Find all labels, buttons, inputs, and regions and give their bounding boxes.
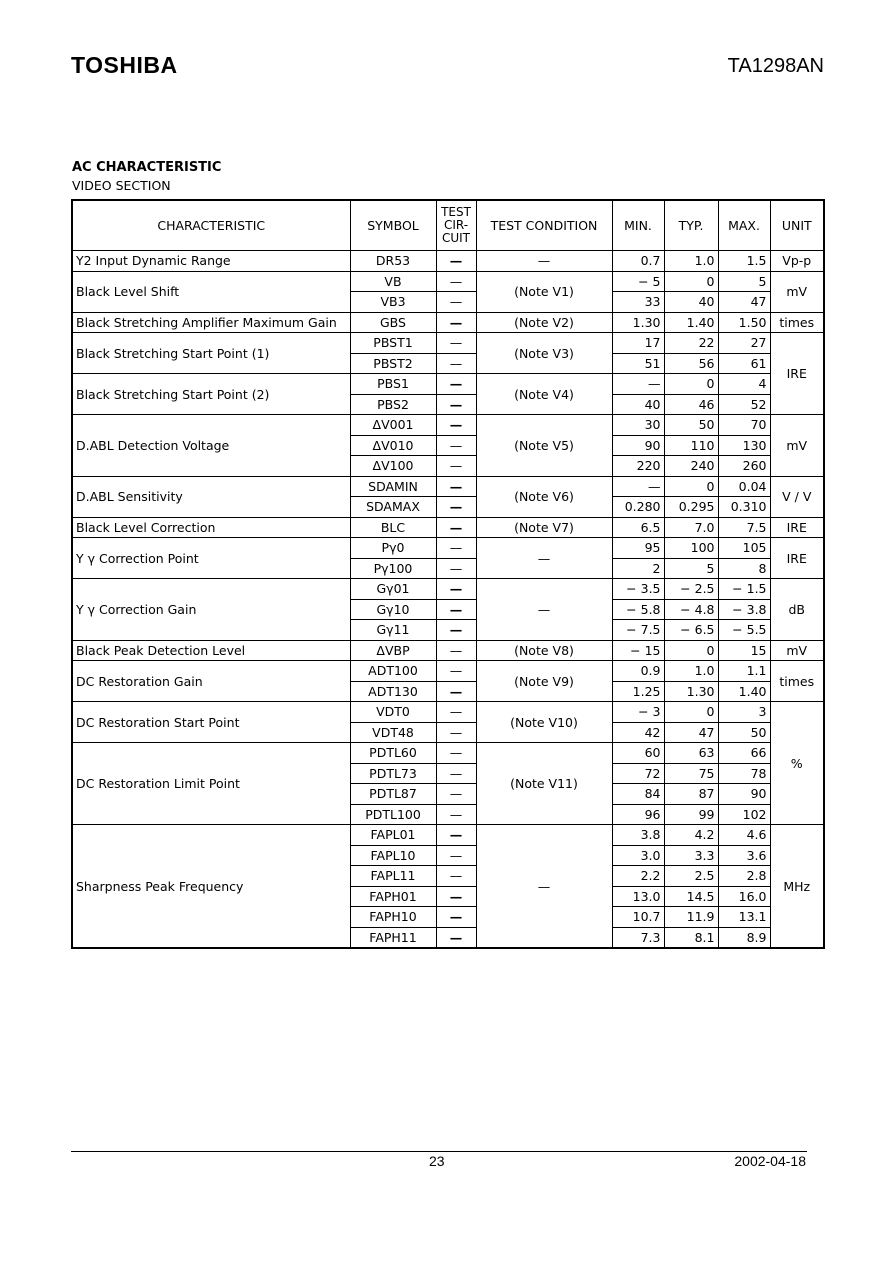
test-circuit-cell: — xyxy=(436,374,476,395)
unit-cell: mV xyxy=(770,640,824,661)
max-value-cell: 4.6 xyxy=(718,825,770,846)
typ-value-cell: 1.30 xyxy=(664,681,718,702)
max-value-cell: 260 xyxy=(718,456,770,477)
symbol-cell: ΔV100 xyxy=(350,456,436,477)
section-subtitle: VIDEO SECTION xyxy=(72,178,171,193)
symbol-cell: Gγ10 xyxy=(350,599,436,620)
min-value-cell: 6.5 xyxy=(612,517,664,538)
typ-value-cell: 0 xyxy=(664,476,718,497)
unit-cell: Vp-p xyxy=(770,251,824,272)
ac-characteristic-table xyxy=(71,199,825,949)
max-value-cell: 16.0 xyxy=(718,886,770,907)
typ-value-cell: 0 xyxy=(664,374,718,395)
test-circuit-cell: — xyxy=(436,681,476,702)
unit-cell: IRE xyxy=(770,517,824,538)
test-circuit-cell: — xyxy=(436,517,476,538)
test-circuit-cell: — xyxy=(436,825,476,846)
min-value-cell: − 3.5 xyxy=(612,579,664,600)
typ-value-cell: 11.9 xyxy=(664,907,718,928)
test-circuit-cell: — xyxy=(436,661,476,682)
characteristic-cell: D.ABL Detection Voltage xyxy=(72,415,350,477)
typ-value-cell: − 4.8 xyxy=(664,599,718,620)
symbol-cell: VB xyxy=(350,271,436,292)
min-value-cell: 3.0 xyxy=(612,845,664,866)
test-circuit-cell: — xyxy=(436,497,476,518)
max-value-cell: 70 xyxy=(718,415,770,436)
min-value-cell: 40 xyxy=(612,394,664,415)
table-row xyxy=(72,640,824,661)
table-row xyxy=(72,579,824,600)
header-min: MIN. xyxy=(612,200,664,251)
unit-cell: % xyxy=(770,702,824,825)
table-row xyxy=(72,825,824,846)
min-value-cell: 84 xyxy=(612,784,664,805)
max-value-cell: 102 xyxy=(718,804,770,825)
symbol-cell: ΔVBP xyxy=(350,640,436,661)
unit-cell: IRE xyxy=(770,538,824,579)
symbol-cell: VDT0 xyxy=(350,702,436,723)
min-value-cell: − 15 xyxy=(612,640,664,661)
min-value-cell: − 5 xyxy=(612,271,664,292)
test-circuit-cell: — xyxy=(436,722,476,743)
test-condition-cell: (Note V11) xyxy=(476,743,612,825)
test-circuit-cell: — xyxy=(436,620,476,641)
min-value-cell: 10.7 xyxy=(612,907,664,928)
unit-cell: mV xyxy=(770,271,824,312)
typ-value-cell: − 2.5 xyxy=(664,579,718,600)
symbol-cell: ΔV010 xyxy=(350,435,436,456)
min-value-cell: − 7.5 xyxy=(612,620,664,641)
characteristic-cell: Black Peak Detection Level xyxy=(72,640,350,661)
max-value-cell: 78 xyxy=(718,763,770,784)
min-value-cell: 90 xyxy=(612,435,664,456)
max-value-cell: − 5.5 xyxy=(718,620,770,641)
max-value-cell: 2.8 xyxy=(718,866,770,887)
header-typ: TYP. xyxy=(664,200,718,251)
max-value-cell: 61 xyxy=(718,353,770,374)
max-value-cell: 105 xyxy=(718,538,770,559)
table-row xyxy=(72,476,824,497)
header-test-condition: TEST CONDITION xyxy=(476,200,612,251)
typ-value-cell: 0 xyxy=(664,271,718,292)
test-circuit-cell: — xyxy=(436,538,476,559)
test-circuit-cell: — xyxy=(436,353,476,374)
test-circuit-cell: — xyxy=(436,312,476,333)
symbol-cell: PBS1 xyxy=(350,374,436,395)
test-condition-cell: — xyxy=(476,579,612,641)
symbol-cell: VDT48 xyxy=(350,722,436,743)
test-circuit-cell: — xyxy=(436,435,476,456)
min-value-cell: 220 xyxy=(612,456,664,477)
typ-value-cell: 14.5 xyxy=(664,886,718,907)
brand-logo: TOSHIBA xyxy=(71,52,178,78)
min-value-cell: 0.9 xyxy=(612,661,664,682)
test-condition-cell: (Note V9) xyxy=(476,661,612,702)
max-value-cell: 130 xyxy=(718,435,770,456)
header-unit: UNIT xyxy=(770,200,824,251)
symbol-cell: FAPH01 xyxy=(350,886,436,907)
max-value-cell: 15 xyxy=(718,640,770,661)
header-test-circuit: TEST CIR- CUIT xyxy=(436,200,476,251)
characteristic-cell: Black Stretching Start Point (1) xyxy=(72,333,350,374)
max-value-cell: 90 xyxy=(718,784,770,805)
test-circuit-cell: — xyxy=(436,804,476,825)
max-value-cell: 50 xyxy=(718,722,770,743)
typ-value-cell: 2.5 xyxy=(664,866,718,887)
characteristic-cell: Sharpness Peak Frequency xyxy=(72,825,350,949)
symbol-cell: BLC xyxy=(350,517,436,538)
unit-cell: MHz xyxy=(770,825,824,949)
min-value-cell: 2 xyxy=(612,558,664,579)
test-circuit-cell: — xyxy=(436,579,476,600)
unit-cell: times xyxy=(770,312,824,333)
min-value-cell: 72 xyxy=(612,763,664,784)
characteristic-cell: D.ABL Sensitivity xyxy=(72,476,350,517)
typ-value-cell: 99 xyxy=(664,804,718,825)
typ-value-cell: 1.40 xyxy=(664,312,718,333)
unit-cell: mV xyxy=(770,415,824,477)
min-value-cell: 42 xyxy=(612,722,664,743)
symbol-cell: ADT100 xyxy=(350,661,436,682)
characteristic-cell: Y γ Correction Point xyxy=(72,538,350,579)
test-circuit-cell: — xyxy=(436,907,476,928)
page-number: 23 xyxy=(429,1153,445,1169)
table-row xyxy=(72,251,824,272)
test-circuit-cell: — xyxy=(436,333,476,354)
test-circuit-cell: — xyxy=(436,886,476,907)
typ-value-cell: 3.3 xyxy=(664,845,718,866)
characteristic-cell: Y γ Correction Gain xyxy=(72,579,350,641)
typ-value-cell: 0.295 xyxy=(664,497,718,518)
test-circuit-cell: — xyxy=(436,702,476,723)
min-value-cell: 95 xyxy=(612,538,664,559)
min-value-cell: 7.3 xyxy=(612,927,664,948)
symbol-cell: FAPH10 xyxy=(350,907,436,928)
test-condition-cell: (Note V5) xyxy=(476,415,612,477)
unit-cell: V / V xyxy=(770,476,824,517)
test-condition-cell: (Note V7) xyxy=(476,517,612,538)
typ-value-cell: 240 xyxy=(664,456,718,477)
test-condition-cell: (Note V3) xyxy=(476,333,612,374)
typ-value-cell: 87 xyxy=(664,784,718,805)
symbol-cell: FAPL11 xyxy=(350,866,436,887)
test-circuit-cell: — xyxy=(436,394,476,415)
test-circuit-cell: — xyxy=(436,743,476,764)
min-value-cell: 17 xyxy=(612,333,664,354)
unit-cell: dB xyxy=(770,579,824,641)
typ-value-cell: 0 xyxy=(664,702,718,723)
min-value-cell: 60 xyxy=(612,743,664,764)
table-header-row xyxy=(72,200,824,251)
typ-value-cell: 110 xyxy=(664,435,718,456)
max-value-cell: 8.9 xyxy=(718,927,770,948)
test-circuit-cell: — xyxy=(436,763,476,784)
max-value-cell: 52 xyxy=(718,394,770,415)
test-circuit-cell: — xyxy=(436,476,476,497)
symbol-cell: PDTL100 xyxy=(350,804,436,825)
document-date: 2002-04-18 xyxy=(734,1153,806,1169)
max-value-cell: 7.5 xyxy=(718,517,770,538)
unit-cell: IRE xyxy=(770,333,824,415)
symbol-cell: SDAMAX xyxy=(350,497,436,518)
typ-value-cell: 0 xyxy=(664,640,718,661)
symbol-cell: Gγ11 xyxy=(350,620,436,641)
part-number: TA1298AN xyxy=(727,55,824,77)
test-circuit-cell: — xyxy=(436,927,476,948)
characteristic-cell: Black Stretching Amplifier Maximum Gain xyxy=(72,312,350,333)
max-value-cell: 0.310 xyxy=(718,497,770,518)
typ-value-cell: 63 xyxy=(664,743,718,764)
max-value-cell: − 1.5 xyxy=(718,579,770,600)
table-row xyxy=(72,415,824,436)
header-characteristic: CHARACTERISTIC xyxy=(72,200,350,251)
test-circuit-cell: — xyxy=(436,415,476,436)
test-condition-cell: (Note V1) xyxy=(476,271,612,312)
test-condition-cell: (Note V10) xyxy=(476,702,612,743)
max-value-cell: 66 xyxy=(718,743,770,764)
symbol-cell: ΔV001 xyxy=(350,415,436,436)
typ-value-cell: 56 xyxy=(664,353,718,374)
typ-value-cell: 1.0 xyxy=(664,251,718,272)
symbol-cell: PBS2 xyxy=(350,394,436,415)
symbol-cell: FAPH11 xyxy=(350,927,436,948)
typ-value-cell: 1.0 xyxy=(664,661,718,682)
test-condition-cell: (Note V6) xyxy=(476,476,612,517)
footer-rule xyxy=(71,1151,807,1152)
typ-value-cell: 40 xyxy=(664,292,718,313)
characteristic-cell: DC Restoration Limit Point xyxy=(72,743,350,825)
symbol-cell: Pγ100 xyxy=(350,558,436,579)
min-value-cell: 0.280 xyxy=(612,497,664,518)
characteristic-cell: Black Stretching Start Point (2) xyxy=(72,374,350,415)
unit-cell: times xyxy=(770,661,824,702)
test-condition-cell: (Note V2) xyxy=(476,312,612,333)
max-value-cell: 47 xyxy=(718,292,770,313)
min-value-cell: − 3 xyxy=(612,702,664,723)
test-circuit-cell: — xyxy=(436,456,476,477)
min-value-cell: 13.0 xyxy=(612,886,664,907)
table-row xyxy=(72,374,824,395)
test-circuit-cell: — xyxy=(436,558,476,579)
test-circuit-cell: — xyxy=(436,866,476,887)
typ-value-cell: 8.1 xyxy=(664,927,718,948)
symbol-cell: PDTL60 xyxy=(350,743,436,764)
test-circuit-cell: — xyxy=(436,784,476,805)
typ-value-cell: 46 xyxy=(664,394,718,415)
min-value-cell: 33 xyxy=(612,292,664,313)
min-value-cell: — xyxy=(612,476,664,497)
min-value-cell: 0.7 xyxy=(612,251,664,272)
min-value-cell: 3.8 xyxy=(612,825,664,846)
typ-value-cell: 22 xyxy=(664,333,718,354)
max-value-cell: − 3.8 xyxy=(718,599,770,620)
table-row xyxy=(72,333,824,354)
max-value-cell: 1.40 xyxy=(718,681,770,702)
max-value-cell: 8 xyxy=(718,558,770,579)
characteristic-cell: Black Level Correction xyxy=(72,517,350,538)
test-condition-cell: — xyxy=(476,251,612,272)
header-symbol: SYMBOL xyxy=(350,200,436,251)
characteristic-cell: Black Level Shift xyxy=(72,271,350,312)
min-value-cell: 51 xyxy=(612,353,664,374)
typ-value-cell: 7.0 xyxy=(664,517,718,538)
test-condition-cell: (Note V4) xyxy=(476,374,612,415)
min-value-cell: − 5.8 xyxy=(612,599,664,620)
max-value-cell: 1.5 xyxy=(718,251,770,272)
test-circuit-cell: — xyxy=(436,599,476,620)
symbol-cell: PDTL87 xyxy=(350,784,436,805)
symbol-cell: VB3 xyxy=(350,292,436,313)
max-value-cell: 5 xyxy=(718,271,770,292)
characteristic-cell: DC Restoration Gain xyxy=(72,661,350,702)
table-row xyxy=(72,743,824,764)
symbol-cell: DR53 xyxy=(350,251,436,272)
typ-value-cell: 100 xyxy=(664,538,718,559)
max-value-cell: 4 xyxy=(718,374,770,395)
max-value-cell: 1.50 xyxy=(718,312,770,333)
symbol-cell: Pγ0 xyxy=(350,538,436,559)
max-value-cell: 3 xyxy=(718,702,770,723)
symbol-cell: PBST2 xyxy=(350,353,436,374)
table-row xyxy=(72,538,824,559)
test-condition-cell: (Note V8) xyxy=(476,640,612,661)
symbol-cell: PDTL73 xyxy=(350,763,436,784)
symbol-cell: PBST1 xyxy=(350,333,436,354)
max-value-cell: 27 xyxy=(718,333,770,354)
min-value-cell: 2.2 xyxy=(612,866,664,887)
max-value-cell: 1.1 xyxy=(718,661,770,682)
characteristic-cell: Y2 Input Dynamic Range xyxy=(72,251,350,272)
header-max: MAX. xyxy=(718,200,770,251)
symbol-cell: GBS xyxy=(350,312,436,333)
test-circuit-cell: — xyxy=(436,640,476,661)
min-value-cell: 96 xyxy=(612,804,664,825)
test-circuit-cell: — xyxy=(436,292,476,313)
table-row xyxy=(72,312,824,333)
test-condition-cell: — xyxy=(476,538,612,579)
typ-value-cell: 47 xyxy=(664,722,718,743)
typ-value-cell: − 6.5 xyxy=(664,620,718,641)
test-circuit-cell: — xyxy=(436,251,476,272)
typ-value-cell: 50 xyxy=(664,415,718,436)
symbol-cell: FAPL01 xyxy=(350,825,436,846)
characteristic-cell: DC Restoration Start Point xyxy=(72,702,350,743)
test-circuit-cell: — xyxy=(436,845,476,866)
min-value-cell: 30 xyxy=(612,415,664,436)
symbol-cell: ADT130 xyxy=(350,681,436,702)
symbol-cell: FAPL10 xyxy=(350,845,436,866)
min-value-cell: 1.25 xyxy=(612,681,664,702)
section-title: AC CHARACTERISTIC xyxy=(72,160,222,175)
min-value-cell: 1.30 xyxy=(612,312,664,333)
test-condition-cell: — xyxy=(476,825,612,949)
max-value-cell: 13.1 xyxy=(718,907,770,928)
max-value-cell: 3.6 xyxy=(718,845,770,866)
table-row xyxy=(72,661,824,682)
table-row xyxy=(72,271,824,292)
table-row xyxy=(72,702,824,723)
symbol-cell: Gγ01 xyxy=(350,579,436,600)
typ-value-cell: 5 xyxy=(664,558,718,579)
typ-value-cell: 75 xyxy=(664,763,718,784)
max-value-cell: 0.04 xyxy=(718,476,770,497)
test-circuit-cell: — xyxy=(436,271,476,292)
symbol-cell: SDAMIN xyxy=(350,476,436,497)
min-value-cell: — xyxy=(612,374,664,395)
table-row xyxy=(72,517,824,538)
typ-value-cell: 4.2 xyxy=(664,825,718,846)
